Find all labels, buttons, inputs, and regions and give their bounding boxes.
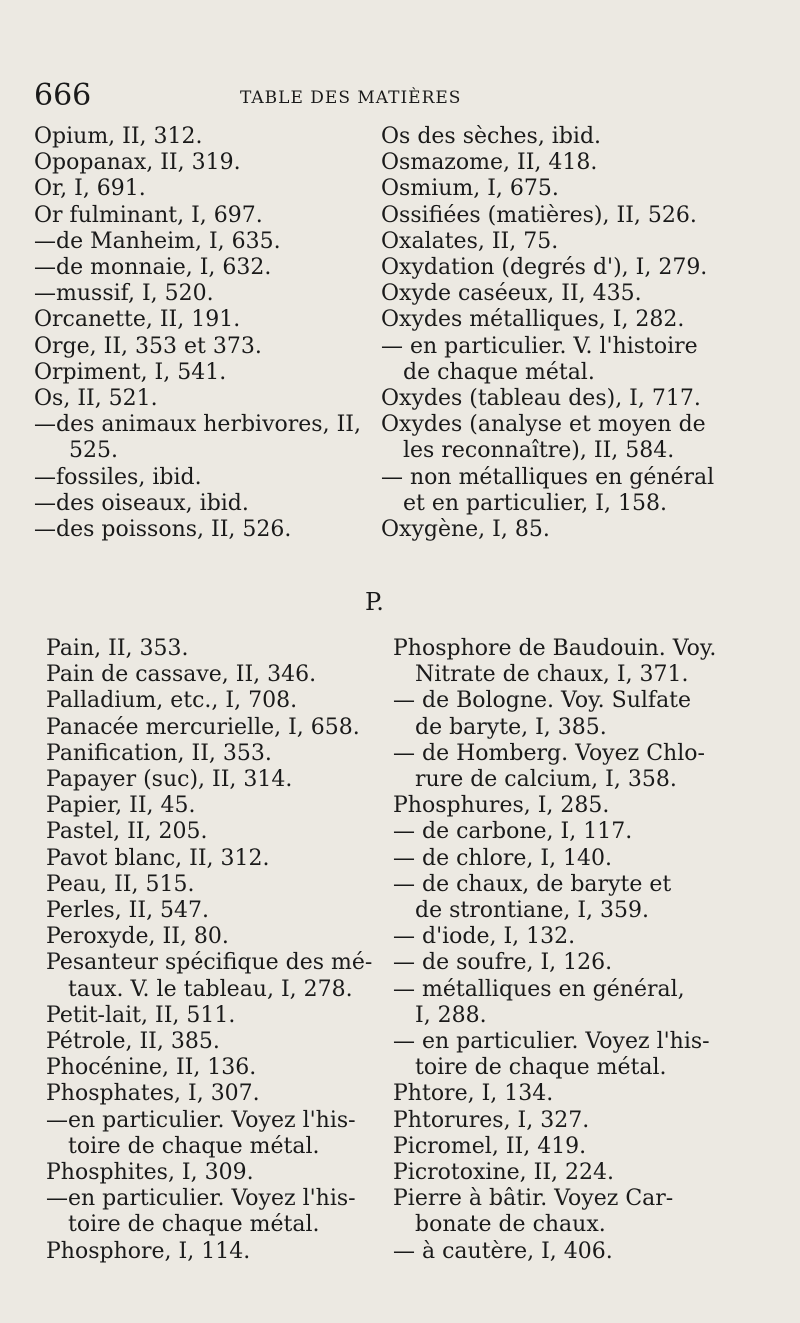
index-entry: — de carbone, I, 117. xyxy=(393,819,633,845)
index-entry: —de monnaie, I, 632. xyxy=(34,255,272,281)
index-entry: Papayer (suc), II, 314. xyxy=(46,767,293,793)
index-entry: Pesanteur spécifique des mé- xyxy=(46,950,373,976)
index-entry: Petit-lait, II, 511. xyxy=(46,1002,236,1028)
index-entry-continuation: de strontiane, I, 359. xyxy=(415,898,649,924)
index-entry: Pastel, II, 205. xyxy=(46,819,208,845)
index-entry: Osmazome, II, 418. xyxy=(381,150,598,176)
index-entry: Pétrole, II, 385. xyxy=(46,1029,220,1055)
index-entry: Oxydation (degrés d'), I, 279. xyxy=(381,255,708,281)
index-entry: Ossifiées (matières), II, 526. xyxy=(381,202,697,228)
index-entry: — en particulier. V. l'histoire xyxy=(381,333,698,359)
index-entry: — de chlore, I, 140. xyxy=(393,845,613,871)
index-entry-continuation: bonate de chaux. xyxy=(415,1212,606,1238)
index-entry-continuation: rure de calcium, I, 358. xyxy=(415,767,677,793)
index-entry-continuation: et en particulier, I, 158. xyxy=(403,490,667,516)
index-entry: — de Homberg. Voyez Chlo- xyxy=(393,740,705,766)
index-entry: Oxalates, II, 75. xyxy=(381,228,559,254)
index-entry: — de Bologne. Voy. Sulfate xyxy=(393,688,692,714)
index-entry-continuation: toire de chaque métal. xyxy=(415,1055,667,1081)
index-entry: —des animaux herbivores, II, xyxy=(34,412,361,438)
index-entry: —des oiseaux, ibid. xyxy=(34,490,249,516)
index-entry: — de soufre, I, 126. xyxy=(393,950,613,976)
index-entry: Peau, II, 515. xyxy=(46,871,195,897)
index-entry-continuation: taux. V. le tableau, I, 278. xyxy=(68,976,353,1002)
index-entry: Or fulminant, I, 697. xyxy=(34,202,263,228)
index-entry: Orpiment, I, 541. xyxy=(34,359,227,385)
index-entry: —des poissons, II, 526. xyxy=(34,517,292,543)
index-entry-continuation: de chaque métal. xyxy=(403,359,595,385)
index-entry-continuation: I, 288. xyxy=(415,1002,487,1028)
index-entry: Oxydes (tableau des), I, 717. xyxy=(381,386,701,412)
running-head: TABLE DES MATIÈRES xyxy=(240,88,462,108)
index-entry: Or, I, 691. xyxy=(34,176,146,202)
index-entry: Os, II, 521. xyxy=(34,386,158,412)
index-entry: Oxydes (analyse et moyen de xyxy=(381,412,706,438)
index-entry: Oxydes métalliques, I, 282. xyxy=(381,307,685,333)
index-entry-continuation: toire de chaque métal. xyxy=(68,1212,320,1238)
index-column-o-right xyxy=(381,124,714,543)
index-entry: Palladium, etc., I, 708. xyxy=(46,688,298,714)
index-entry-continuation: Nitrate de chaux, I, 371. xyxy=(415,662,689,688)
index-entry: Orge, II, 353 et 373. xyxy=(34,333,262,359)
index-entry: Phosphites, I, 309. xyxy=(46,1160,254,1186)
index-entry: Panification, II, 353. xyxy=(46,740,272,766)
index-entry: —de Manheim, I, 635. xyxy=(34,228,281,254)
index-entry-continuation: 525. xyxy=(69,438,118,464)
index-entry: — de chaux, de baryte et xyxy=(393,871,672,897)
index-entry: — en particulier. Voyez l'his- xyxy=(393,1029,710,1055)
index-entry: Osmium, I, 675. xyxy=(381,176,559,202)
index-entry: Pain, II, 353. xyxy=(46,636,189,661)
index-entry: Phtorures, I, 327. xyxy=(393,1107,590,1133)
index-entry: Panacée mercurielle, I, 658. xyxy=(46,714,360,740)
index-entry: Phosphore de Baudouin. Voy. xyxy=(393,636,717,661)
index-entry: Phtore, I, 134. xyxy=(393,1081,554,1107)
index-entry: Orcanette, II, 191. xyxy=(34,307,241,333)
index-entry: Phocénine, II, 136. xyxy=(46,1055,257,1081)
index-entry: Pavot blanc, II, 312. xyxy=(46,845,270,871)
section-letter-p: P. xyxy=(365,588,384,616)
index-entry-continuation: toire de chaque métal. xyxy=(68,1133,320,1159)
index-entry-continuation: de baryte, I, 385. xyxy=(415,714,607,740)
index-entry-continuation: les reconnaître), II, 584. xyxy=(403,438,675,464)
index-entry: Phosphures, I, 285. xyxy=(393,793,610,819)
index-entry: Pierre à bâtir. Voyez Car- xyxy=(393,1186,674,1212)
page-number: 666 xyxy=(34,78,92,113)
index-entry: Oxygène, I, 85. xyxy=(381,517,550,543)
index-entry: Picrotoxine, II, 224. xyxy=(393,1160,614,1186)
index-entry: Papier, II, 45. xyxy=(46,793,196,819)
index-entry: — d'iode, I, 132. xyxy=(393,924,576,950)
index-entry: Opopanax, II, 319. xyxy=(34,150,241,176)
index-entry: Pain de cassave, II, 346. xyxy=(46,662,317,688)
index-entry: Phosphore, I, 114. xyxy=(46,1238,251,1264)
index-entry: Peroxyde, II, 80. xyxy=(46,924,229,950)
index-entry: —en particulier. Voyez l'his- xyxy=(46,1186,356,1212)
index-column-o-left xyxy=(34,124,361,543)
index-entry: Phosphates, I, 307. xyxy=(46,1081,260,1107)
index-entry: —en particulier. Voyez l'his- xyxy=(46,1107,356,1133)
index-column-p-left xyxy=(46,636,372,1265)
index-entry: —fossiles, ibid. xyxy=(34,464,202,490)
index-entry: — à cautère, I, 406. xyxy=(393,1238,613,1264)
index-entry: Oxyde caséeux, II, 435. xyxy=(381,281,642,307)
index-entry: Opium, II, 312. xyxy=(34,124,203,149)
index-entry: Picromel, II, 419. xyxy=(393,1133,587,1159)
index-entry: Perles, II, 547. xyxy=(46,898,210,924)
index-entry: —mussif, I, 520. xyxy=(34,281,214,307)
index-column-p-right xyxy=(393,636,716,1265)
index-entry: — métalliques en général, xyxy=(393,976,685,1002)
index-entry: — non métalliques en général xyxy=(381,464,715,490)
index-entry: Os des sèches, ibid. xyxy=(381,124,602,149)
